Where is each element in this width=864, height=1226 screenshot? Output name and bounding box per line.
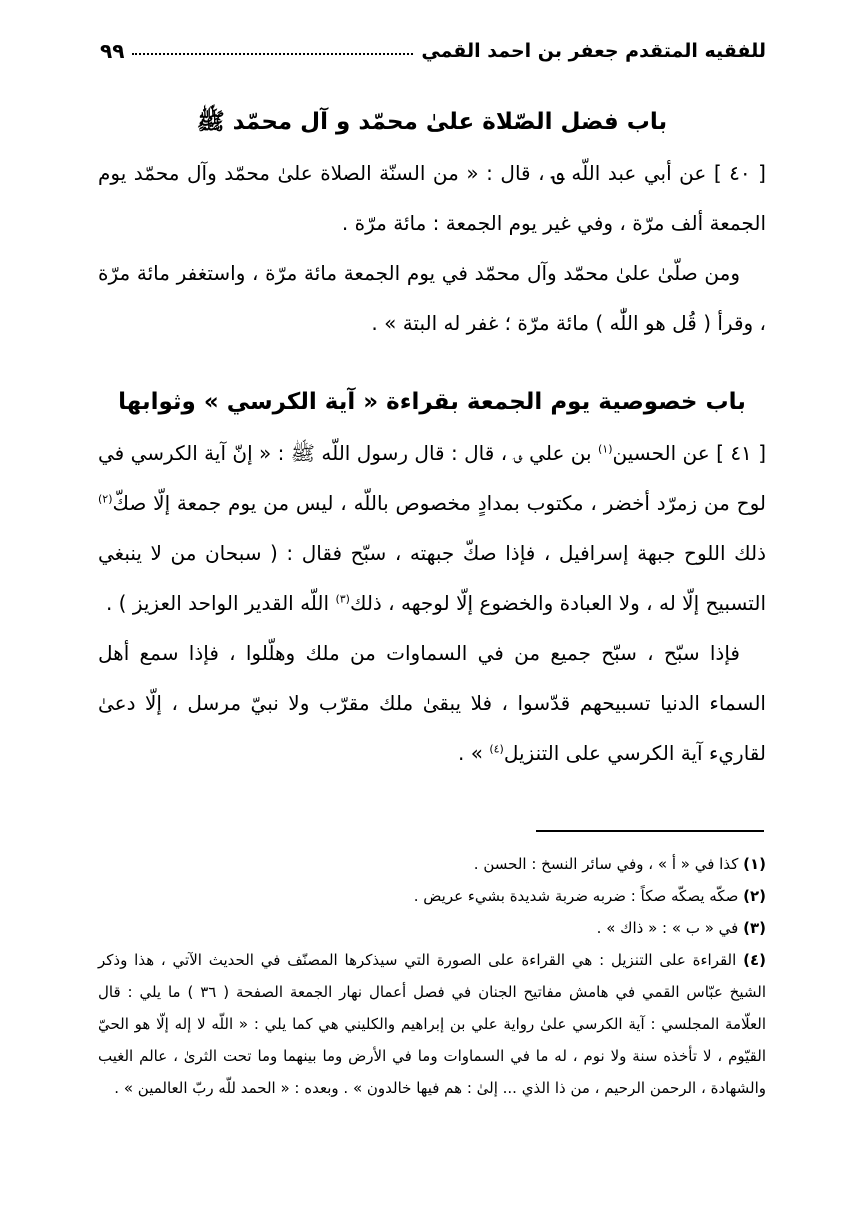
footnote-text: كذا في « أ » ، وفي سائر النسخ : الحسن . <box>473 855 739 873</box>
hadith-41 <box>98 428 766 628</box>
footnote-number: (٣) <box>743 919 766 937</box>
section-gap <box>98 348 766 376</box>
footnote-number: (٤) <box>743 951 766 969</box>
footnote-text: القراءة على التنزيل : هي القراءة على الصورة التي سيذكرها المصنّف في الحديث الآتي ، هذا وذكر الشيخ عبّاس القمي في هامش مفاتيح الجنان في فصل أعمال نهار الجمعة الصفحة ( ٣٦ ) ما يلي : قال العلّامة المجلسي : آية الكرسي علىٰ رواية علي بن إبراهيم والكليني هي كما يلي : « اللّه لا إله إلّا هو الحيّ القيّوم ، لا تأخذه سنة ولا نوم ، له ما في السماوات وما في الأرض وما بينهما وما تحت الثرىٰ ، عالم الغيب والشهادة ، الرحمن الرحيم ، من ذا الذي ... إلىٰ : هم فيها خالدون » . وبعده : « الحمد للّه ربّ العالمين » . <box>98 951 766 1097</box>
footnote-ref-1: (١) <box>597 442 613 456</box>
page-body <box>98 96 766 778</box>
section-title-ayat-al-kursi: باب خصوصية يوم الجمعة بقراءة « آية الكرسي » وثوابها <box>118 389 746 415</box>
footnote-3 <box>98 912 766 944</box>
footnotes <box>98 848 766 1104</box>
footnote-text: في « ب » : « ذاك » . <box>596 919 739 937</box>
hadith-41-text-2: بن علي ؈ ، قال : قال رسول اللّه ﷺ : « إنّ آية الكرسي في لوح من زمرّد أخضر ، مكتوب بمدادٍ مخصوص باللّه ، ليس من يوم جمعة إلّا صكّ <box>98 441 766 515</box>
footnote-number: (١) <box>743 855 766 873</box>
footnote-4 <box>98 944 766 1104</box>
footnote-2 <box>98 880 766 912</box>
running-title: للفقيه المتقدم جعفر بن احمد القمي <box>421 40 766 62</box>
footnote-separator <box>536 830 764 832</box>
section-title-salat: باب فضل الصّلاة علىٰ محمّد و آل محمّد ﷺ <box>196 109 668 135</box>
footnote-number: (٢) <box>743 887 766 905</box>
running-header <box>100 34 766 68</box>
hadith-41-text-6: » . <box>458 741 490 765</box>
hadith-41-text-3: ذلك اللوح جبهة إسرافيل ، فإذا صكّ جبهته ، سبّح فقال : ( سبحان من لا ينبغي التسبيح إلّا له ، ولا العبادة والخضوع إلّا لوجهه ، ذلك <box>98 541 766 615</box>
footnote-ref-2: (٢) <box>98 492 113 506</box>
footnote-1 <box>98 848 766 880</box>
hadith-40-continued: ومن صلّىٰ علىٰ محمّد وآل محمّد في يوم الجمعة مائة مرّة ، واستغفر مائة مرّة ، وقرأ ( قُل هو اللّٰه ) مائة مرّة ؛ غفر له البتة » . <box>98 261 766 335</box>
hadith-41-continued <box>98 628 766 778</box>
hadith-41-text-1: [ ٤١ ] عن الحسين <box>612 441 766 465</box>
page-number: ٩٩ <box>100 39 125 63</box>
footnote-ref-3: (٣) <box>335 592 350 606</box>
footnote-ref-4: (٤) <box>489 742 504 756</box>
hadith-40: [ ٤٠ ] عن أبي عبد اللّه ؈ ، قال : « من السنّة الصلاة علىٰ محمّد وآل محمّد يوم الجمعة ألف مرّة ، وفي غير يوم الجمعة : مائة مرّة . <box>98 161 766 235</box>
hadith-41-text-5: فإذا سبّح ، سبّح جميع من في السماوات من ملك وهلّلوا ، فإذا سمع أهل السماء الدنيا تسبيحهم قدّسوا ، فلا يبقىٰ ملك مقرّب ولا نبيّ مرسل ، إلّا دعىٰ لقاريء آية الكرسي على التنزيل <box>98 641 766 765</box>
hadith-41-text-4: اللّه القدير الواحد العزيز ) . <box>105 591 336 615</box>
footnote-text: صكّه يصكّه صكاً : ضربه ضربة شديدة بشيء عريض . <box>413 887 739 905</box>
dotted-leader <box>132 53 413 55</box>
